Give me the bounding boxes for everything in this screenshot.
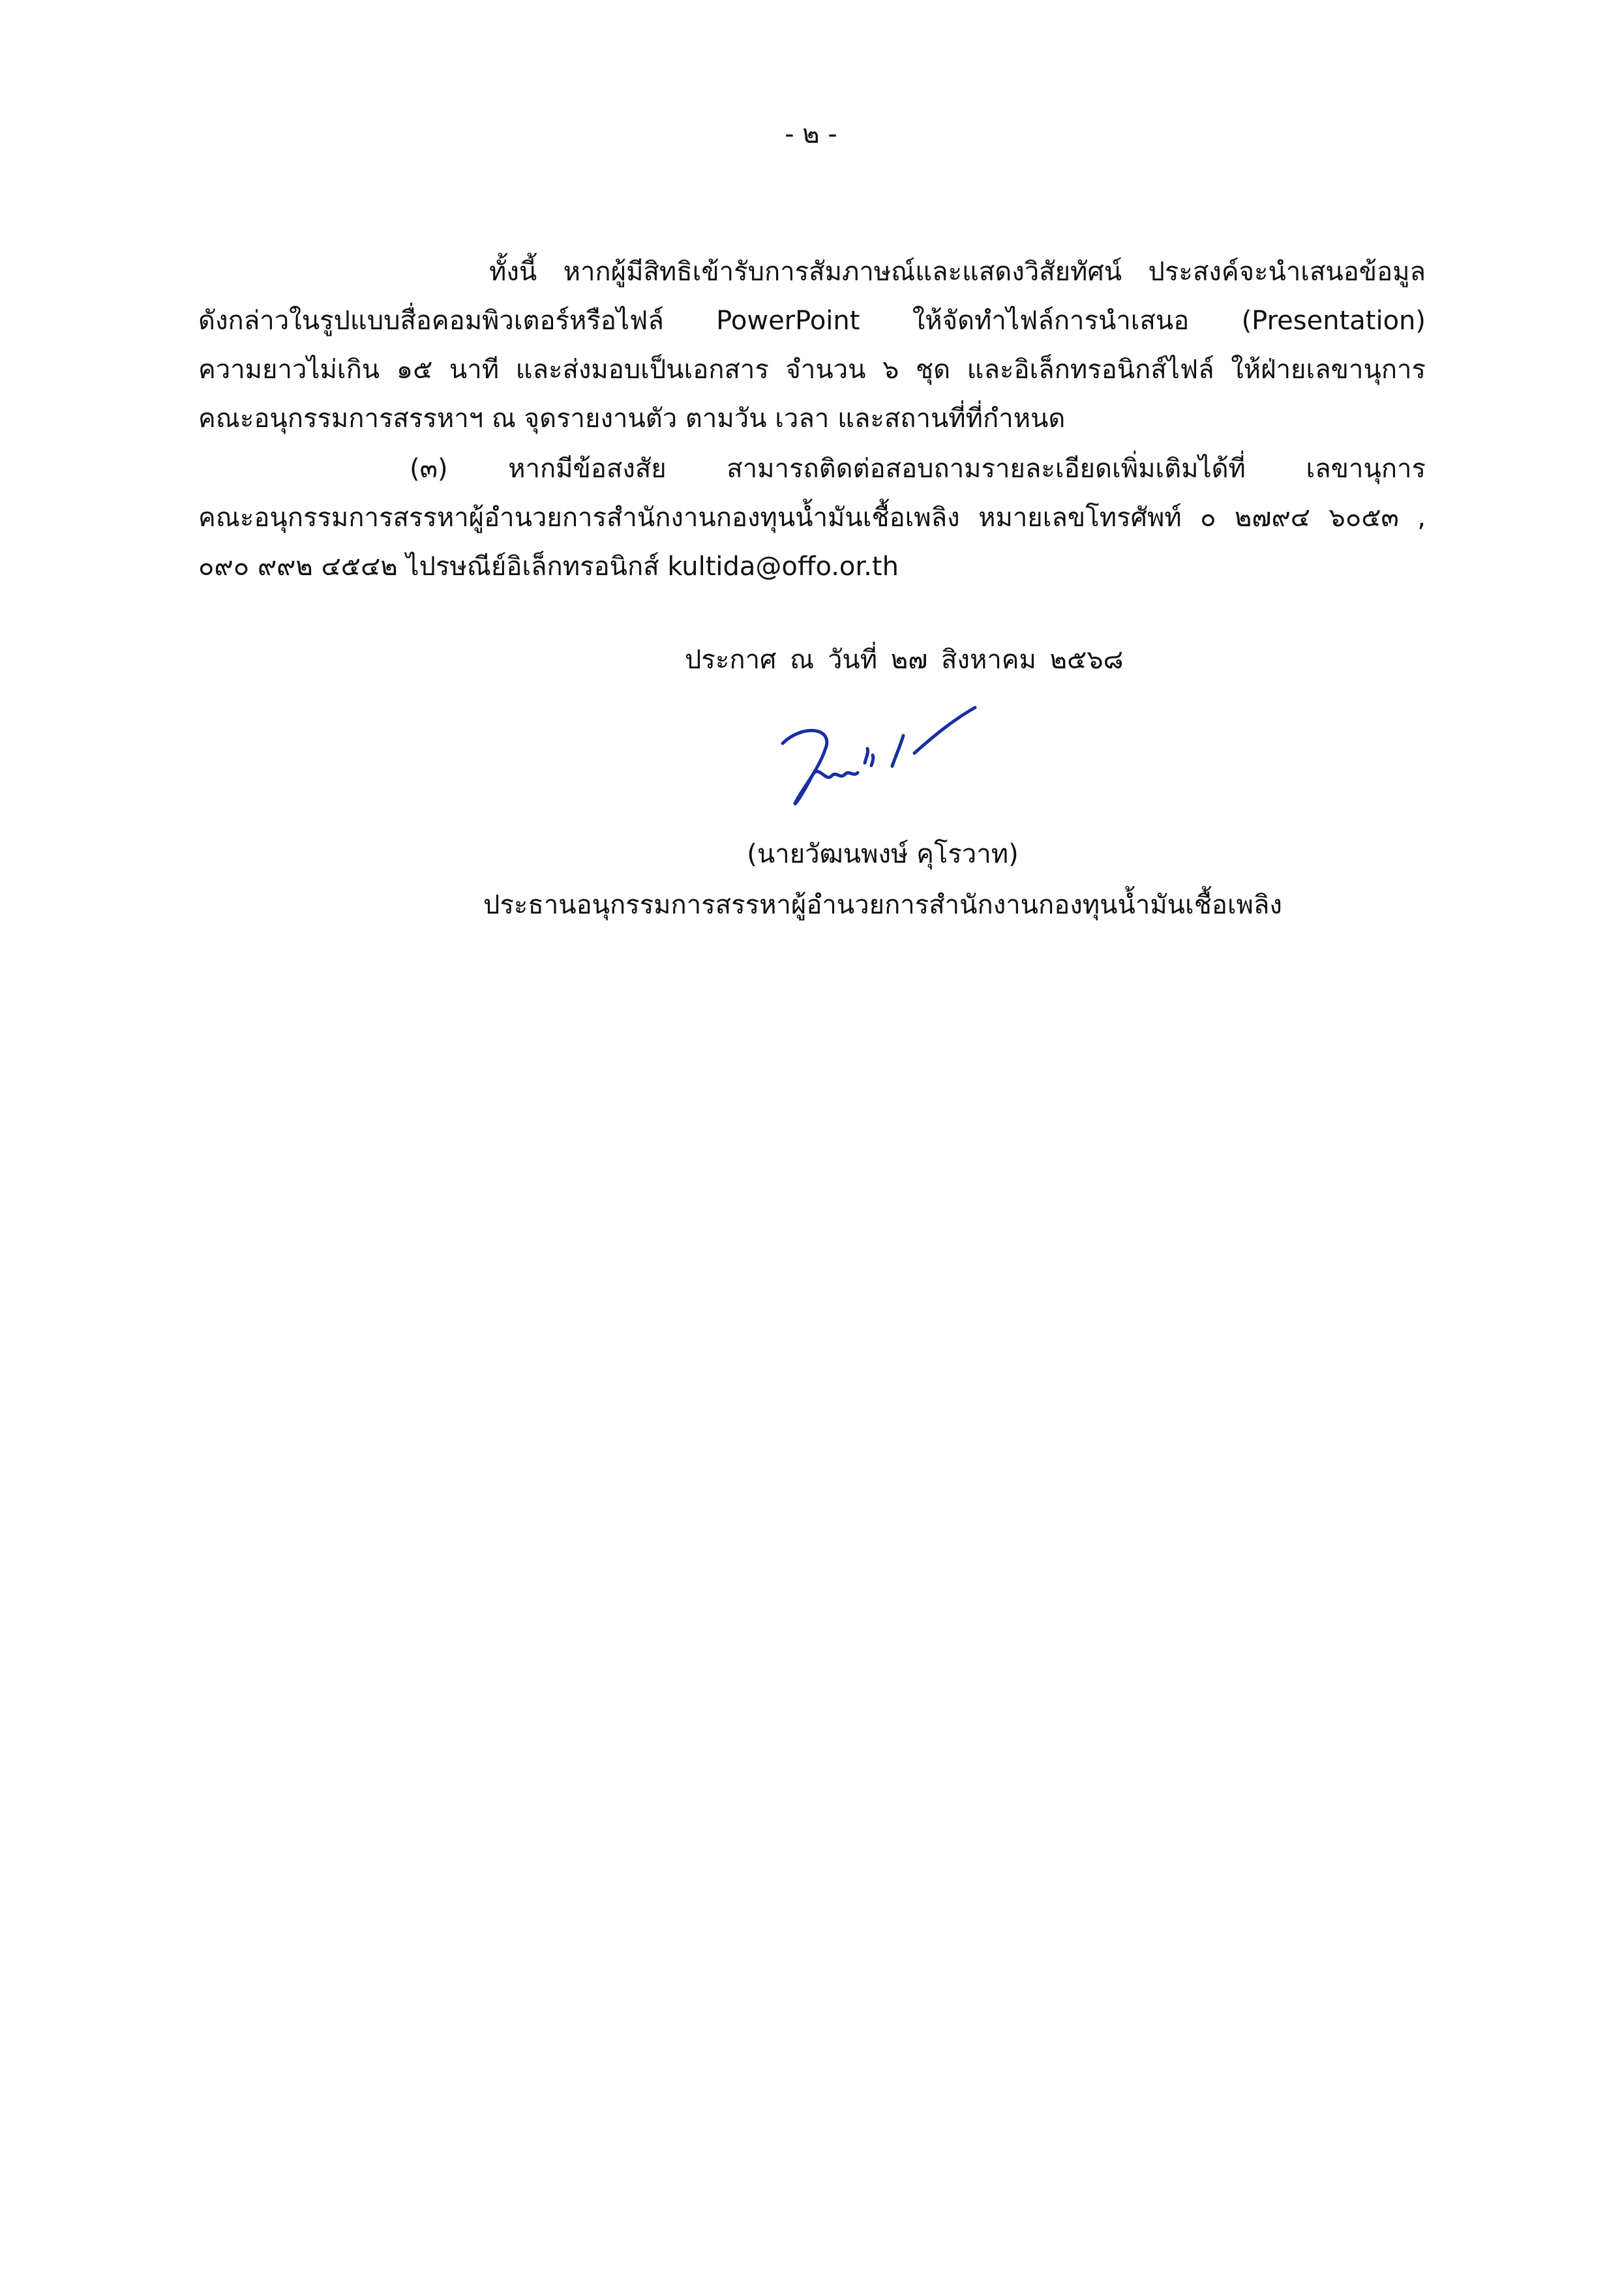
paragraph-contact xyxy=(198,445,1426,591)
paragraph-line: ทั้งนี้ หากผู้มีสิทธิเข้ารับการสัมภาษณ์และแสดงวิสัยทัศน์ ประสงค์จะนำเสนอข้อมูล xyxy=(489,257,1426,287)
paragraph-line: (๓) หากมีข้อสงสัย สามารถติดต่อสอบถามรายละเอียดเพิ่มเติมได้ที่ เลขานุการ xyxy=(410,454,1426,484)
paragraph-line: คณะอนุกรรมการสรรหาฯ ณ จุดรายงานตัว ตามวัน เวลา และสถานที่ที่กำหนด xyxy=(198,404,1066,434)
handwritten-signature xyxy=(763,698,998,815)
signer-name: (นายวัฒนพงษ์ คุโรวาท) xyxy=(747,839,1019,869)
paragraph-presentation xyxy=(198,248,1426,443)
announcement-date: ประกาศ ณ วันที่ ๒๗ สิงหาคม ๒๕๖๘ xyxy=(685,645,1124,675)
paragraph-line: ดังกล่าวในรูปแบบสื่อคอมพิวเตอร์หรือไฟล์ PowerPoint ให้จัดทำไฟล์การนำเสนอ (Presentation) xyxy=(198,306,1426,336)
paragraph-line: คณะอนุกรรมการสรรหาผู้อำนวยการสำนักงานกองทุนน้ำมันเชื้อเพลิง หมายเลขโทรศัพท์ ๐ ๒๗๙๔ ๖๐๕๓ , xyxy=(198,503,1426,533)
paragraph-line: ความยาวไม่เกิน ๑๕ นาที และส่งมอบเป็นเอกสาร จำนวน ๖ ชุด และอิเล็กทรอนิกส์ไฟล์ ให้ฝ่ายเลขานุการ xyxy=(198,355,1426,385)
page-number: - ๒ - xyxy=(785,119,837,149)
paragraph-line: ๐๙๐ ๙๙๒ ๔๕๔๒ ไปรษณีย์อิเล็กทรอนิกส์ kultida@offo.or.th xyxy=(198,552,899,582)
signer-title: ประธานอนุกรรมการสรรหาผู้อำนวยการสำนักงานกองทุนน้ำมันเชื้อเพลิง xyxy=(483,890,1282,920)
